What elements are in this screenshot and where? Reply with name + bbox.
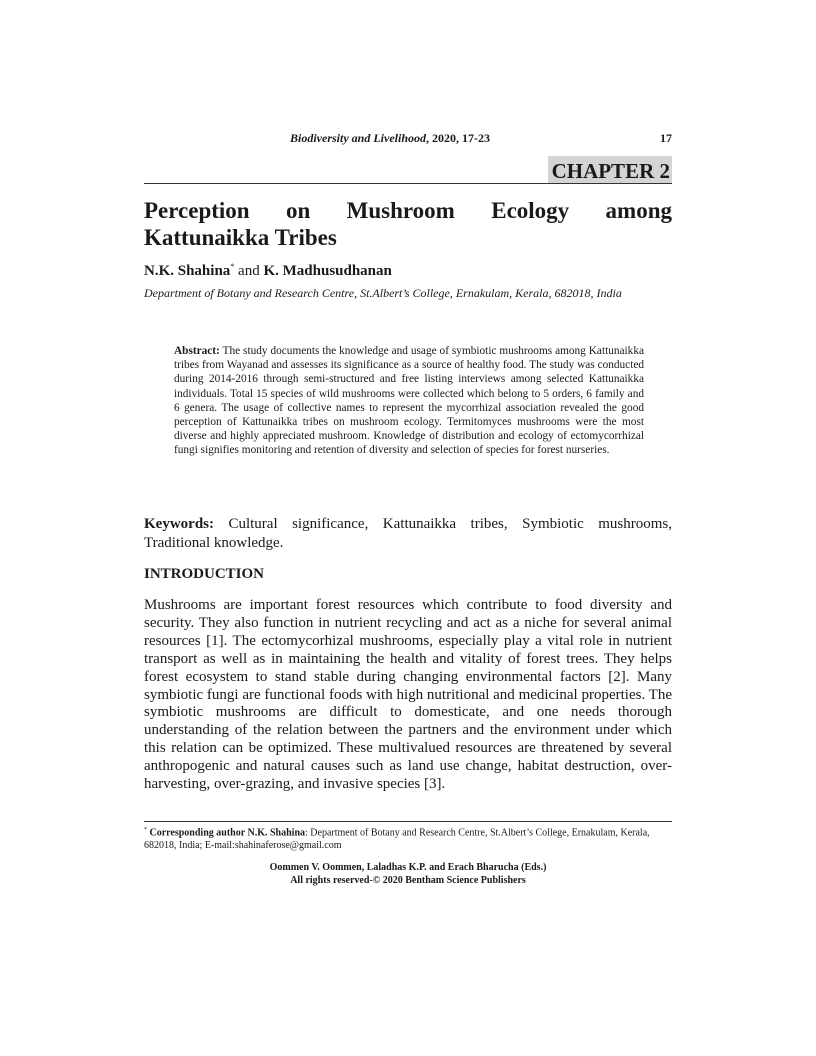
abstract-text: The study documents the knowledge and usage of symbiotic mushrooms among Kattunaikka tribes from Wayanad and assesses its significance as a source of healthy food. The study was conducted during 2014-2016 through semi-structured and free listing interviews among selected Kattunaikka individuals. Total 15 species of wild mushrooms were collected which belong to 5 orders, 6 family and 6 genera. The usage of collective names to represent the mycorrhizal association revealed the good perception of Kattunaikka tribes on mushroom ecology. Termitomyces mushrooms were the most diverse and highly appreciated mushroom. Knowledge of distribution and ecology of ectomycorrhizal fungi signifies monitoring and retention of diversity and selection of species for forest nurseries. <box>174 345 644 457</box>
footnote-label: Corresponding author N.K. Shahina <box>147 827 306 839</box>
affiliation: Department of Botany and Research Centre, St.Albert’s College, Ernakulam, Kerala, 682018, India <box>144 286 622 300</box>
abstract <box>174 344 644 458</box>
footnote-mark: * <box>144 827 147 833</box>
page-number: 17 <box>660 131 672 145</box>
keywords-label: Keywords: <box>144 516 214 532</box>
author-2: K. Madhusudhanan <box>263 263 392 279</box>
title-line-1: Perception on Mushroom Ecology among <box>144 198 672 223</box>
title-line-2: Kattunaikka Tribes <box>144 225 337 250</box>
author-1: N.K. Shahina <box>144 263 231 279</box>
abstract-label: Abstract: <box>174 345 220 357</box>
author-conjunction: and <box>234 263 264 279</box>
footnote <box>144 824 672 852</box>
keywords <box>144 515 672 553</box>
header-rule <box>144 183 672 184</box>
section-heading: INTRODUCTION <box>144 566 265 582</box>
journal-year-pages: , 2020, 17-23 <box>426 131 490 145</box>
chapter-label: CHAPTER 2 <box>548 156 672 184</box>
intro-paragraph: Mushrooms are important forest resources which contribute to food diversity and security. They also function in nutrient recycling and act as a niche for several animal resources [1]. The ectomycorhizal mushrooms, especially play a vital role in nutrient transport as well as in maintaining the health and vitality of forest trees. They helps forest ecosystem to stand stable during changing environmental factors [2]. Many symbiotic fungi are functional foods with high nutritional and medicinal properties. The symbiotic mushrooms are difficult to domesticate, and one needs thorough understanding of the relation between the partners and the environment under which this relation can be optimized. These multivalued resources are threatened by several anthropogenic and natural causes such as land use change, habitat destruction, over-harvesting, over-grazing, and invasive species [3]. <box>144 597 672 793</box>
footer-rights: All rights reserved-© 2020 Bentham Science Publishers <box>290 874 526 886</box>
publisher-footer <box>144 862 672 887</box>
article-title <box>144 197 672 251</box>
authors <box>144 262 392 280</box>
footer-editors: Oommen V. Oommen, Laladhas K.P. and Erach Bharucha (Eds.) <box>269 862 547 873</box>
journal-citation <box>290 131 490 146</box>
keywords-text: Cultural significance, Kattunaikka tribes, Symbiotic mushrooms, Traditional knowledge. <box>144 516 672 551</box>
footnote-text: : Department of Botany and Research Centre, St.Albert’s College, Ernakulam, Kerala, 682018, India; E-mail:shahinaferose@gmail.com <box>144 827 650 852</box>
journal-name: Biodiversity and Livelihood <box>290 131 426 145</box>
corresponding-mark: * <box>230 262 235 271</box>
footnote-rule <box>144 821 672 822</box>
